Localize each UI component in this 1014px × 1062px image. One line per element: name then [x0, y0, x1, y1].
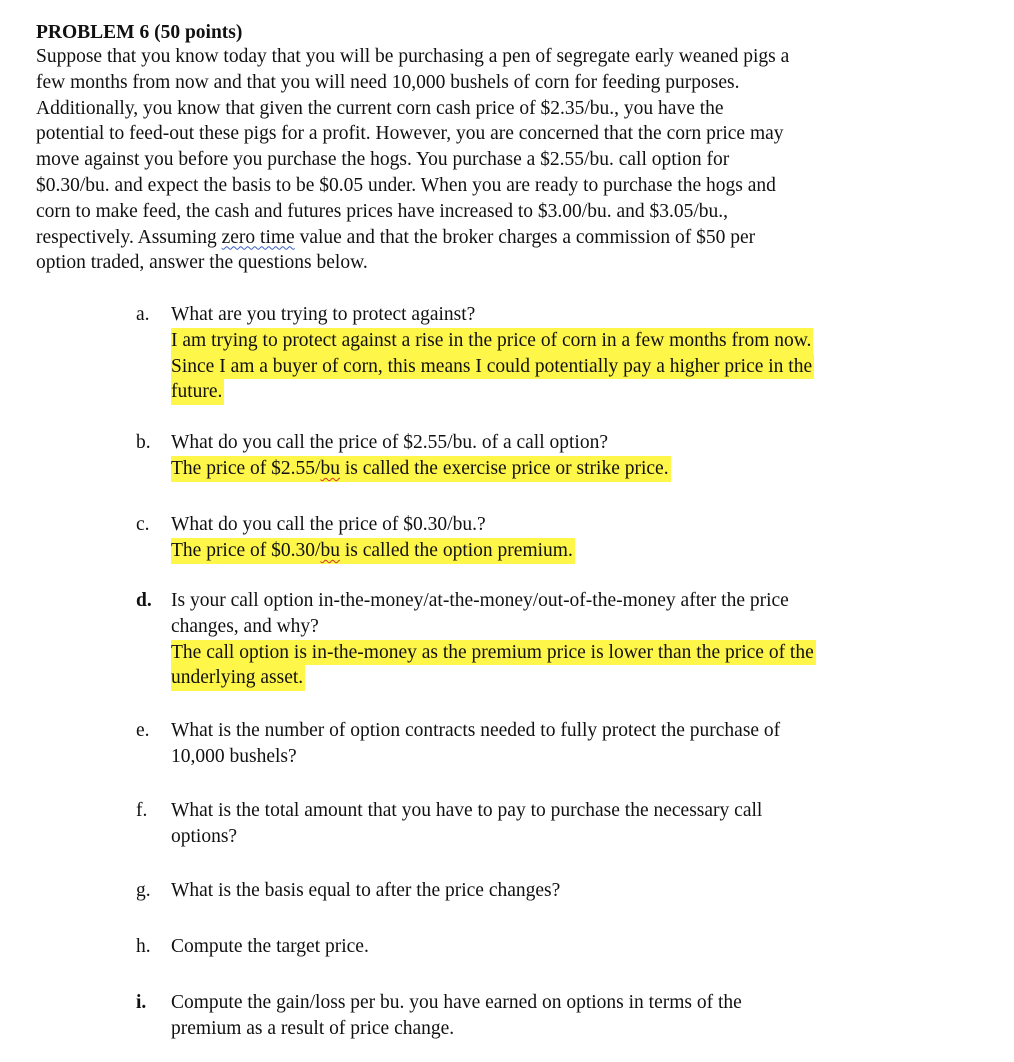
question-letter: e. [136, 720, 150, 741]
answer-text: I am trying to protect against a rise in the price of corn in a few months from now. [171, 328, 813, 354]
question-body [171, 990, 1011, 1042]
intro-text: respectively. Assuming [36, 226, 222, 248]
question-text: What do you call the price of $2.55/bu. of a call option? [171, 432, 608, 453]
problem-title: PROBLEM 6 (50 points) [36, 22, 243, 43]
question-letter: f. [136, 800, 148, 821]
question-text: What is the basis equal to after the price changes? [171, 880, 561, 901]
question-text: changes, and why? [171, 615, 319, 637]
problem-intro [36, 44, 996, 276]
question-body [171, 430, 1011, 482]
answer-text: Since I am a buyer of corn, this means I could potentially pay a higher price in the [171, 354, 814, 380]
intro-line: option traded, answer the questions below. [36, 252, 368, 274]
question-text: What do you call the price of $0.30/bu.? [171, 514, 486, 535]
intro-line: potential to feed-out these pigs for a profit. However, you are concerned that the corn price may [36, 123, 784, 145]
answer-text: The call option is in-the-money as the premium price is lower than the price of the [171, 640, 816, 666]
intro-line: few months from now and that you will need 10,000 bushels of corn for feeding purposes. [36, 71, 740, 93]
intro-line: Additionally, you know that given the current corn cash price of $2.35/bu., you have the [36, 97, 724, 119]
question-body [171, 718, 1011, 770]
intro-text: value and that the broker charges a commission of $50 per [294, 226, 756, 248]
answer-text: future. [171, 379, 224, 405]
question-text: What are you trying to protect against? [171, 304, 476, 325]
question-letter: a. [136, 304, 150, 325]
question-body [171, 798, 1011, 850]
grammar-flagged-word[interactable]: zero time [221, 226, 295, 248]
spelling-flagged-word[interactable]: bu [320, 539, 340, 561]
question-body [171, 934, 1011, 960]
question-body [171, 512, 1011, 564]
question-letter: d. [136, 590, 152, 611]
question-text: 10,000 bushels? [171, 745, 297, 767]
question-text: What is the number of option contracts needed to fully protect the purchase of [171, 720, 781, 741]
question-body [171, 878, 1011, 904]
intro-line: Suppose that you know today that you will be purchasing a pen of segregate early weaned pigs a [36, 46, 790, 67]
question-text: options? [171, 825, 238, 847]
answer-text: The price of $0.30/bu is called the option premium. [171, 538, 575, 564]
question-text: What is the total amount that you have to pay to purchase the necessary call [171, 800, 763, 821]
question-letter: g. [136, 880, 151, 901]
question-letter: h. [136, 936, 151, 957]
question-letter: b. [136, 432, 151, 453]
question-text: Compute the target price. [171, 936, 369, 957]
question-text: Compute the gain/loss per bu. you have earned on options in terms of the [171, 992, 742, 1013]
question-letter: i. [136, 992, 147, 1013]
answer-text: underlying asset. [171, 665, 305, 691]
intro-line: move against you before you purchase the hogs. You purchase a $2.55/bu. call option for [36, 149, 730, 171]
question-body [171, 302, 1011, 405]
spelling-flagged-word[interactable]: bu [320, 457, 340, 479]
intro-line: corn to make feed, the cash and futures prices have increased to $3.00/bu. and $3.05/bu., [36, 200, 729, 222]
intro-line [36, 225, 996, 251]
question-letter: c. [136, 514, 150, 535]
answer-text: The price of $2.55/bu is called the exercise price or strike price. [171, 456, 671, 482]
question-text: Is your call option in-the-money/at-the-money/out-of-the-money after the price [171, 590, 789, 611]
intro-line: $0.30/bu. and expect the basis to be $0.05 under. When you are ready to purchase the hogs and [36, 174, 776, 196]
question-body [171, 588, 1011, 691]
question-text: premium as a result of price change. [171, 1017, 455, 1039]
